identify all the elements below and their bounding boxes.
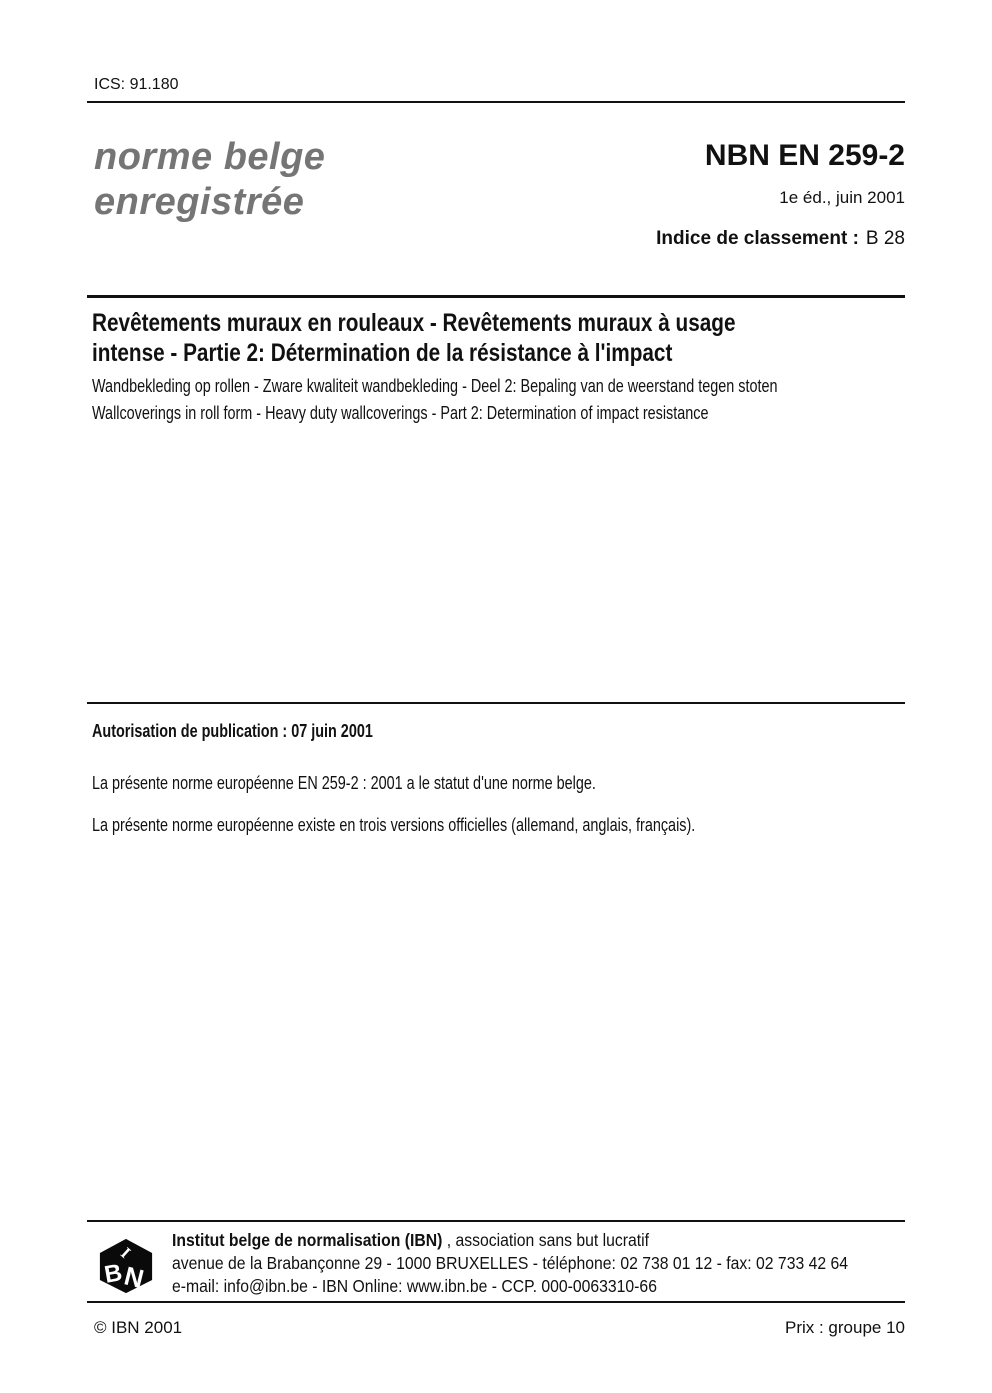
title-english-row [92,403,863,424]
paragraph-status: La présente norme européenne EN 259-2 : 2001 a le statut d'une norme belge. [92,773,596,793]
publisher-org-line [172,1229,848,1252]
divider-middle [87,702,905,704]
doc-type-line1: norme belge [94,136,326,178]
publisher-org-suffix: , association sans but lucratif [442,1230,649,1250]
standard-code: NBN EN 259-2 [704,139,905,172]
paragraph-versions-row [92,815,846,836]
doc-type-heading [94,135,325,225]
doc-type-line2: enregistrée [94,181,305,223]
paragraph-status-row [92,773,722,794]
ibn-logo-letter-b: B [102,1259,125,1289]
publisher-org-name: Institut belge de normalisation (IBN) [172,1230,443,1250]
title-dutch-row [92,376,949,397]
title-french-line1: Revêtements muraux en rouleaux - Revêtements muraux à usage [92,309,736,337]
publisher-contact: e-mail: info@ibn.be - IBN Online: www.ibn.be - CCP. 000-0063310-66 [172,1276,657,1296]
publisher-address: avenue de la Brabançonne 29 - 1000 BRUXELLES - téléphone: 02 738 01 12 - fax: 02 733 42 64 [172,1253,848,1273]
divider-top [87,101,905,103]
ics-code: ICS: 91.180 [94,76,179,93]
classification-label: Indice de classement : [656,228,859,249]
ibn-logo-letter-i: I [117,1243,135,1262]
classification-value: B 28 [865,228,905,249]
classification-index [656,228,905,250]
ibn-logo-icon [97,1237,155,1295]
title-dutch: Wandbekleding op rollen - Zware kwaliteit wandbekleding - Deel 2: Bepaling van de weerstand tegen stoten [92,376,778,396]
publisher-info [172,1229,923,1298]
ibn-logo-letter-n: N [121,1260,147,1295]
price-group: Prix : groupe 10 [784,1318,905,1337]
title-french-line2: intense - Partie 2: Détermination de la résistance à l'impact [92,339,673,367]
paragraph-versions: La présente norme européenne existe en trois versions officielles (allemand, anglais, français). [92,815,696,835]
edition-date: 1e éd., juin 2001 [779,188,905,207]
authorization-row [92,721,443,742]
title-english: Wallcoverings in roll form - Heavy duty wallcoverings - Part 2: Determination of impact resistance [92,403,709,423]
authorization-text: Autorisation de publication : 07 juin 2001 [92,721,373,741]
title-french [92,308,867,368]
divider-header [87,295,905,298]
copyright-notice: © IBN 2001 [94,1318,183,1337]
